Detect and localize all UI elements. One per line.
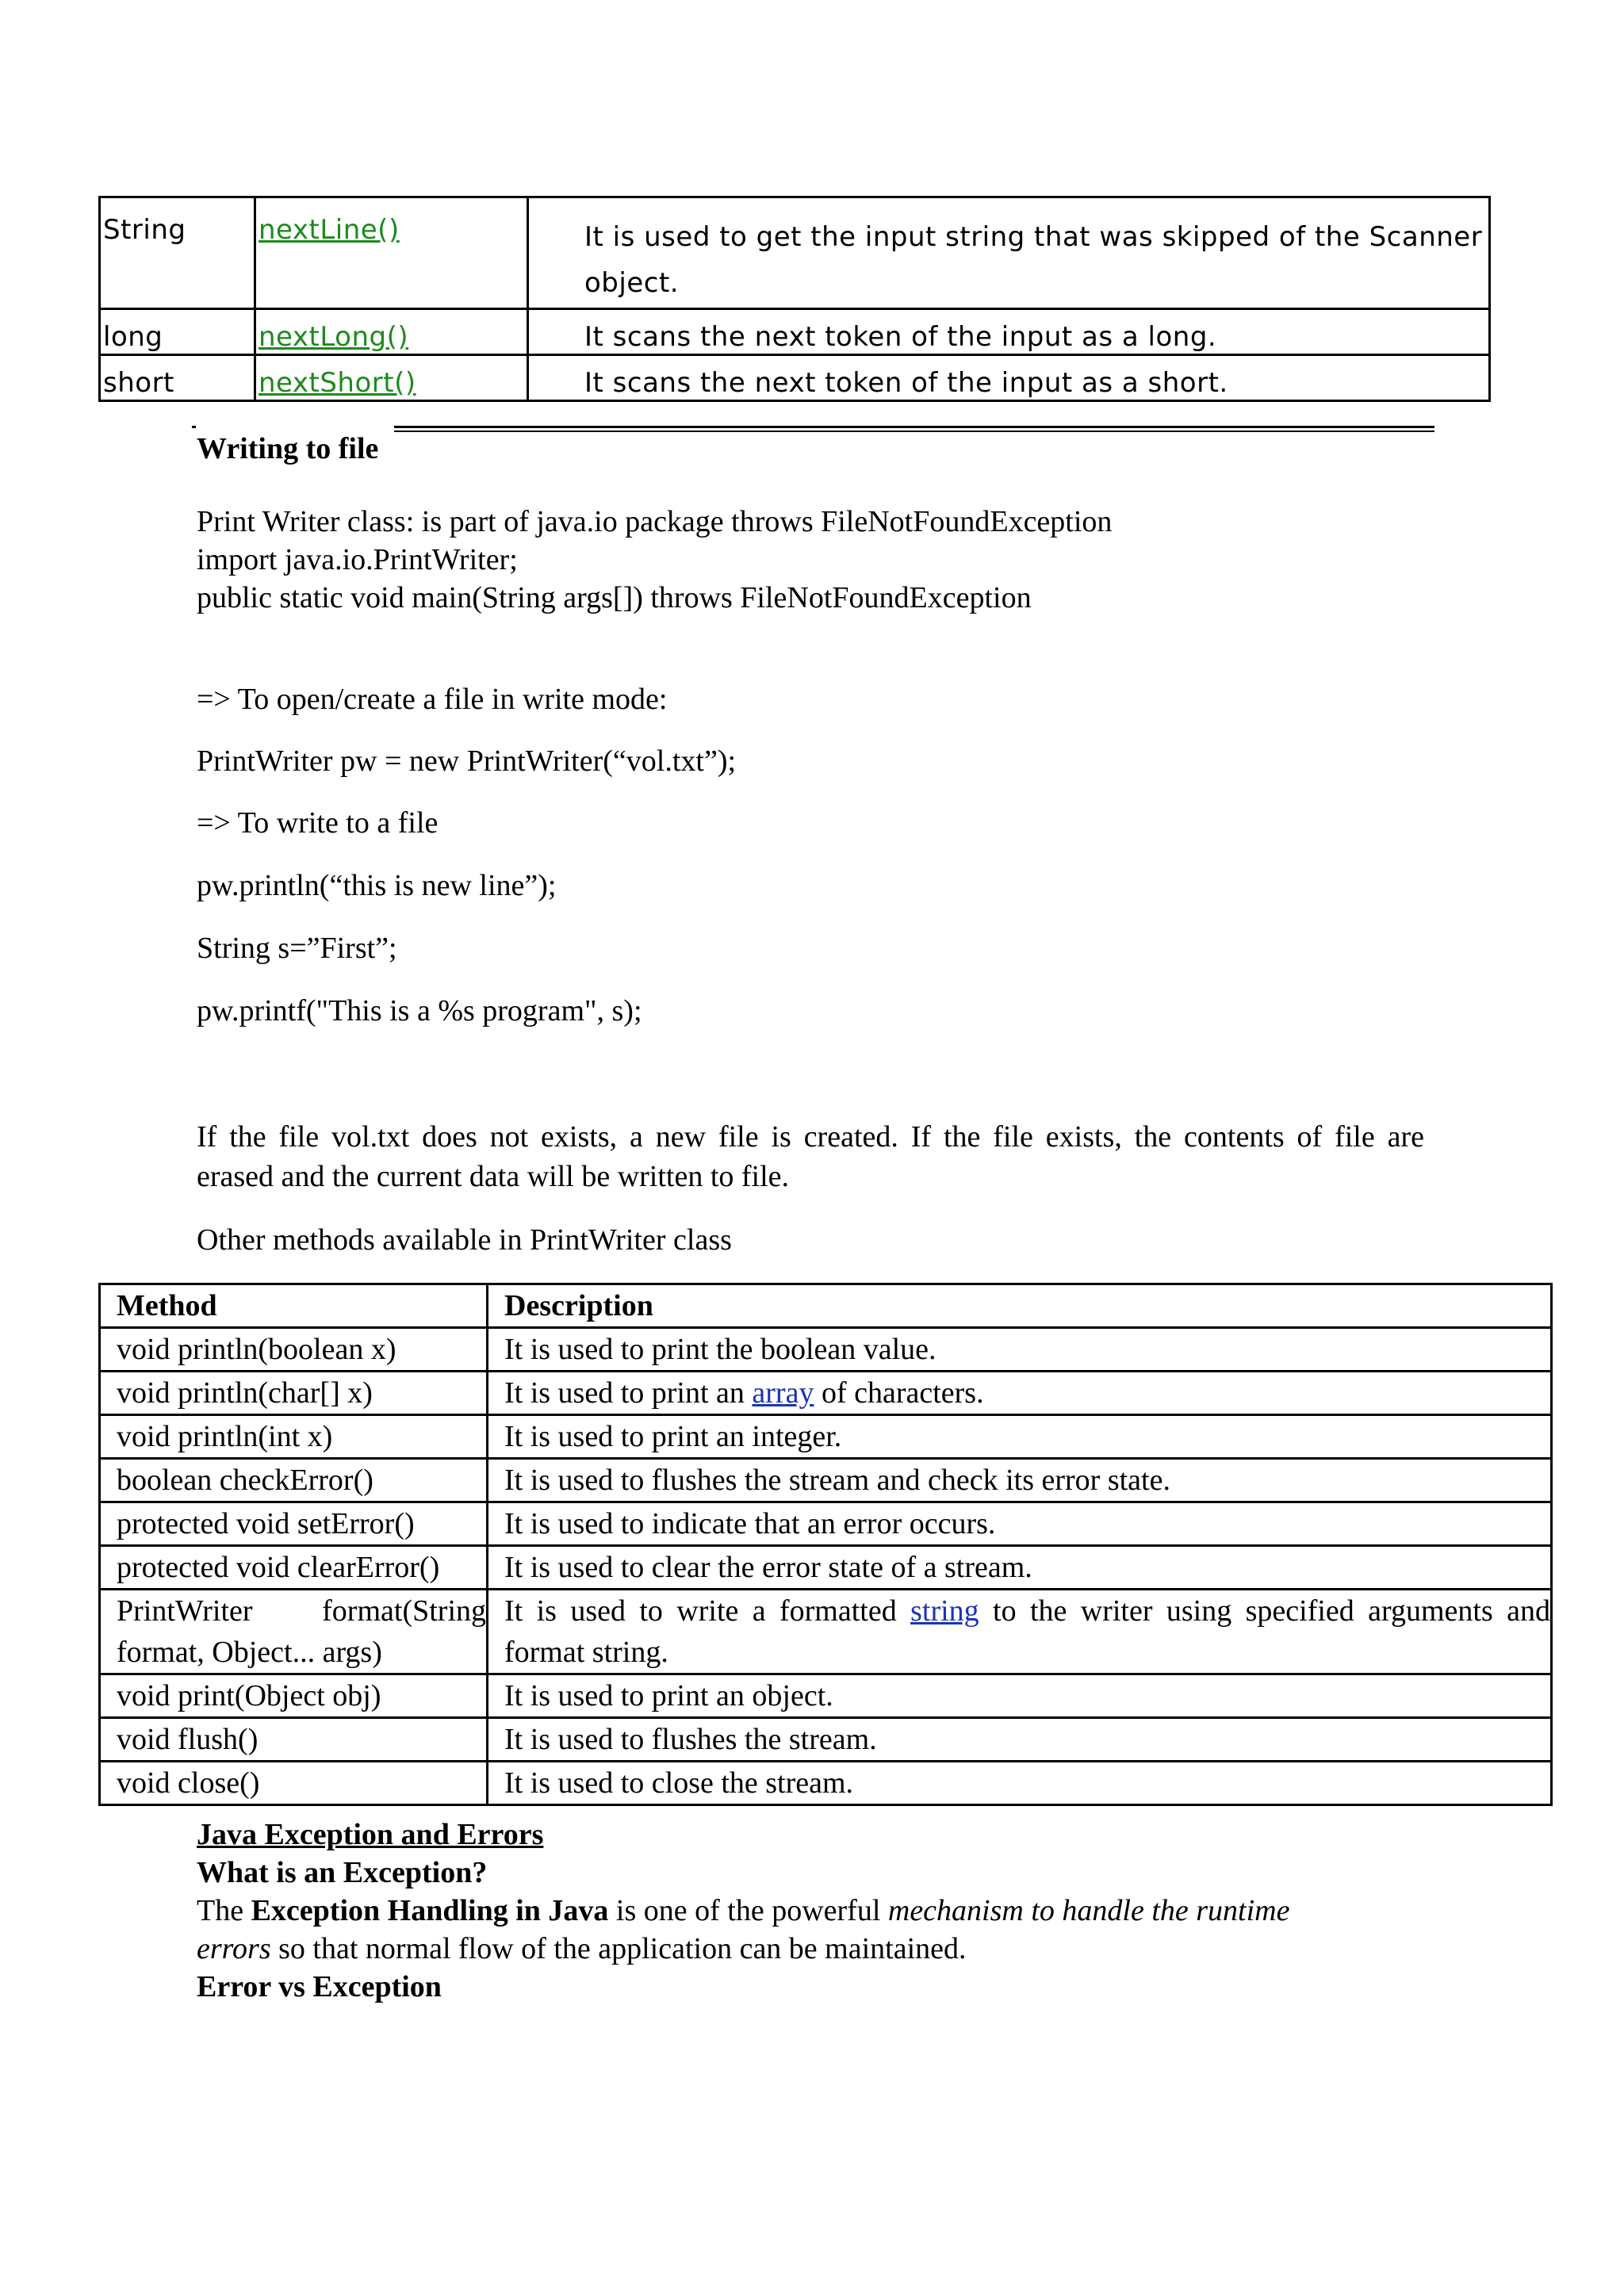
- table-row: [100, 1415, 1552, 1459]
- return-type-cell: long: [100, 309, 255, 355]
- description-line: object.: [584, 267, 680, 299]
- method-cell: boolean checkError(): [100, 1459, 488, 1502]
- table-row: [100, 1674, 1552, 1718]
- method-link[interactable]: nextLong(): [259, 321, 409, 353]
- table-row: [100, 1328, 1552, 1372]
- code-line: => To open/create a file in write mode:: [197, 683, 668, 716]
- table-row: [100, 1718, 1552, 1762]
- method-link[interactable]: nextLine(): [259, 214, 400, 246]
- description-cell: It is used to indicate that an error occurs.: [488, 1502, 1552, 1546]
- description-cell: It is used to print an object.: [488, 1674, 1552, 1718]
- method-link[interactable]: nextShort(): [259, 367, 416, 399]
- exception-paragraph-line: [197, 1893, 1289, 1928]
- intro-line: Print Writer class: is part of java.io package throws FileNotFoundException: [197, 505, 1113, 538]
- description-line: It is used to get the input string that was skipped of the Scanner: [584, 221, 1483, 253]
- method-cell: [255, 355, 528, 401]
- description-cell: [528, 197, 1490, 309]
- method-cell: void println(char[] x): [100, 1372, 488, 1415]
- paragraph-line: erased and the current data will be written to file.: [197, 1160, 790, 1193]
- printwriter-methods-table: [98, 1283, 1553, 1806]
- method-cell: [255, 197, 528, 309]
- exception-question: What is an Exception?: [197, 1856, 488, 1889]
- description-cell: It scans the next token of the input as a short.: [528, 355, 1490, 401]
- column-header-description: Description: [488, 1284, 1552, 1328]
- description-text: It is used to print an: [504, 1376, 753, 1410]
- method-cell: [255, 309, 528, 355]
- description-cell: It is used to print an integer.: [488, 1415, 1552, 1459]
- section-heading: Writing to file: [197, 432, 379, 465]
- return-type-cell: String: [100, 197, 255, 309]
- paragraph-text: The: [197, 1894, 251, 1927]
- paragraph-line: If the file vol.txt does not exists, a new file is created. If the file exists, the contents of file are: [197, 1120, 1424, 1154]
- description-line: format string.: [504, 1636, 668, 1669]
- return-type-cell: short: [100, 355, 255, 401]
- paragraph-text: is one of the powerful: [608, 1894, 888, 1927]
- description-cell: It is used to print the boolean value.: [488, 1328, 1552, 1372]
- table-row: [100, 1762, 1552, 1805]
- italic-phrase: mechanism to handle the runtime: [887, 1894, 1290, 1927]
- code-line: => To write to a file: [197, 806, 439, 840]
- code-line: PrintWriter pw = new PrintWriter(“vol.txt”);: [197, 744, 737, 778]
- column-header-method: Method: [100, 1284, 488, 1328]
- method-cell: void println(int x): [100, 1415, 488, 1459]
- string-link[interactable]: string: [910, 1594, 979, 1628]
- table-row: [100, 1546, 1552, 1590]
- method-cell: void close(): [100, 1762, 488, 1805]
- table-row: [100, 1502, 1552, 1546]
- description-cell: It scans the next token of the input as a long.: [528, 309, 1490, 355]
- code-line: pw.println(“this is new line”);: [197, 869, 557, 902]
- italic-phrase: errors: [197, 1932, 271, 1965]
- table-row: [100, 1372, 1552, 1415]
- code-line: pw.printf("This is a %s program", s);: [197, 994, 642, 1027]
- table-row: [100, 1590, 1552, 1674]
- paragraph-text: so that normal flow of the application can be maintained.: [270, 1932, 967, 1965]
- error-vs-exception-heading: Error vs Exception: [197, 1970, 442, 2003]
- scanner-methods-table: [98, 196, 1491, 402]
- table-row: [100, 309, 1490, 355]
- method-cell: protected void clearError(): [100, 1546, 488, 1590]
- intro-line: import java.io.PrintWriter;: [197, 543, 518, 576]
- heading-rule-left: [192, 426, 196, 428]
- method-cell: protected void setError(): [100, 1502, 488, 1546]
- code-line: String s=”First”;: [197, 932, 397, 965]
- method-line: PrintWriter format(String: [117, 1594, 486, 1628]
- description-cell: It is used to flushes the stream and check its error state.: [488, 1459, 1552, 1502]
- bold-term: Exception Handling in Java: [251, 1894, 609, 1927]
- description-cell: It is used to flushes the stream.: [488, 1718, 1552, 1762]
- intro-line: public static void main(String args[]) throws FileNotFoundException: [197, 581, 1032, 614]
- method-cell: void println(boolean x): [100, 1328, 488, 1372]
- method-cell: void flush(): [100, 1718, 488, 1762]
- description-cell: It is used to close the stream.: [488, 1762, 1552, 1805]
- table-row: [100, 197, 1490, 309]
- exception-heading: Java Exception and Errors: [197, 1818, 544, 1851]
- description-cell: It is used to clear the error state of a stream.: [488, 1546, 1552, 1590]
- other-methods-intro: Other methods available in PrintWriter class: [197, 1223, 732, 1257]
- table-row: [100, 355, 1490, 401]
- description-line: [504, 1590, 1550, 1632]
- table-header-row: [100, 1284, 1552, 1328]
- method-cell: void print(Object obj): [100, 1674, 488, 1718]
- heading-rule: [394, 426, 1434, 432]
- description-text: to the writer using specified arguments and: [979, 1594, 1550, 1628]
- method-cell: [100, 1590, 488, 1674]
- table-row: [100, 1459, 1552, 1502]
- method-line: format, Object... args): [117, 1636, 382, 1669]
- description-text: of characters.: [814, 1376, 984, 1410]
- exception-paragraph-line: [197, 1931, 967, 1966]
- array-link[interactable]: array: [752, 1376, 814, 1410]
- description-text: It is used to write a formatted: [504, 1594, 911, 1628]
- description-cell: [488, 1372, 1552, 1415]
- description-cell: [488, 1590, 1552, 1674]
